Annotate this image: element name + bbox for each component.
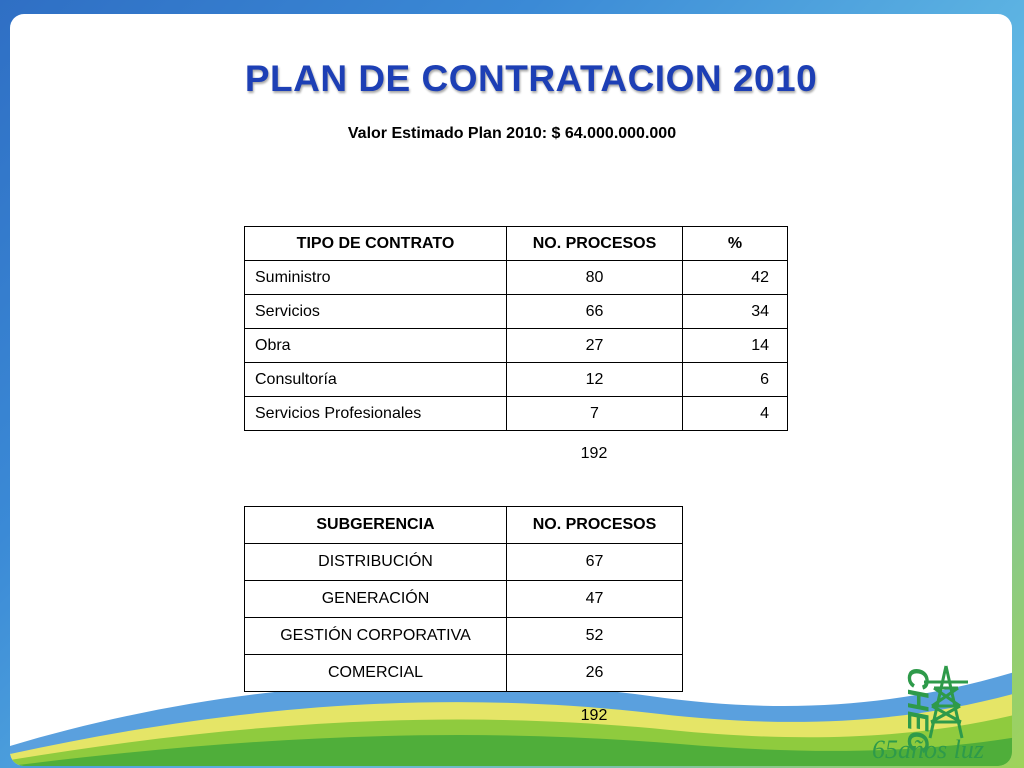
table-header-row xyxy=(245,507,683,544)
table-cell: DISTRIBUCIÓN xyxy=(245,544,507,581)
contract-type-total: 192 xyxy=(580,445,608,462)
table-row xyxy=(245,261,788,295)
table-cell: Servicios Profesionales xyxy=(245,397,507,431)
table-cell: 27 xyxy=(507,329,683,363)
table-cell: GESTIÓN CORPORATIVA xyxy=(245,618,507,655)
page-title: PLAN DE CONTRATACION 2010 xyxy=(244,58,818,99)
table-row xyxy=(245,397,788,431)
column-header: SUBGERENCIA xyxy=(245,507,507,544)
table-cell: 12 xyxy=(507,363,683,397)
logo-text: CHEC xyxy=(901,667,934,753)
table-cell: 4 xyxy=(683,397,788,431)
page-subtitle: Valor Estimado Plan 2010: $ 64.000.000.000 xyxy=(347,125,677,142)
table-cell: 80 xyxy=(507,261,683,295)
table-cell: COMERCIAL xyxy=(245,655,507,692)
logo-tagline: 65años luz xyxy=(872,735,984,764)
table-cell: 67 xyxy=(507,544,683,581)
column-header: NO. PROCESOS xyxy=(507,227,683,261)
table-cell: 52 xyxy=(507,618,683,655)
table-row xyxy=(245,618,683,655)
table-cell: 26 xyxy=(507,655,683,692)
column-header: % xyxy=(683,227,788,261)
table-header-row xyxy=(245,227,788,261)
subgerencia-total: 192 xyxy=(580,707,608,724)
table-cell: Servicios xyxy=(245,295,507,329)
table-cell: Consultoría xyxy=(245,363,507,397)
table-cell: 6 xyxy=(683,363,788,397)
table-cell: 7 xyxy=(507,397,683,431)
chec-logo xyxy=(868,658,1014,764)
table-row xyxy=(245,581,683,618)
table-row xyxy=(245,655,683,692)
table-row xyxy=(245,295,788,329)
contract-type-table xyxy=(244,226,788,431)
table-row xyxy=(245,363,788,397)
subgerencia-table xyxy=(244,506,683,692)
table-cell: 34 xyxy=(683,295,788,329)
table-row xyxy=(245,544,683,581)
table-cell: 14 xyxy=(683,329,788,363)
table-row xyxy=(245,329,788,363)
table-cell: Obra xyxy=(245,329,507,363)
table-cell: Suministro xyxy=(245,261,507,295)
table-cell: 42 xyxy=(683,261,788,295)
column-header: NO. PROCESOS xyxy=(507,507,683,544)
table-cell: 66 xyxy=(507,295,683,329)
table-cell: GENERACIÓN xyxy=(245,581,507,618)
table-cell: 47 xyxy=(507,581,683,618)
column-header: TIPO DE CONTRATO xyxy=(245,227,507,261)
